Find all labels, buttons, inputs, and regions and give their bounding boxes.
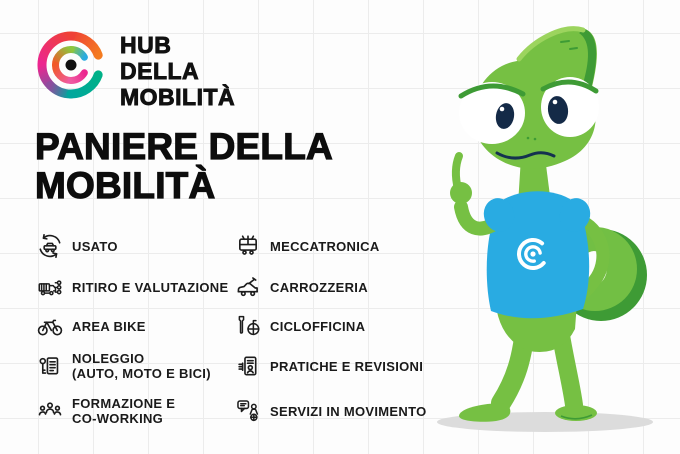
service-item-ciclofficina: [233, 308, 463, 344]
rental-key-contract-icon: [35, 351, 65, 381]
services-list: [35, 225, 463, 434]
bicycle-icon: [35, 311, 65, 341]
service-item-carrozzeria: [233, 267, 463, 308]
service-label: MECCATRONICA: [270, 238, 380, 254]
brand-word-1: HUB: [120, 32, 172, 58]
page-title-line-2: MOBILITÀ: [35, 165, 216, 206]
brand-wordmark: [120, 32, 235, 110]
service-label: SERVIZI IN MOVIMENTO: [270, 403, 427, 419]
used-car-exchange-icon: [35, 231, 65, 261]
service-label: CARROZZERIA: [270, 280, 368, 295]
service-item-area-bike: [35, 308, 233, 344]
service-item-usato: [35, 225, 233, 267]
service-label: PRATICHE E REVISIONI: [270, 358, 424, 374]
service-label: FORMAZIONE E CO-WORKING: [72, 396, 176, 426]
documents-inspections-icon: [233, 351, 263, 381]
service-item-meccatronica: [233, 225, 463, 267]
service-label: RITIRO E VALUTAZIONE: [72, 280, 229, 295]
service-item-pratiche-revisioni: [233, 344, 463, 388]
page-title-line-1: PANIERE DELLA: [35, 126, 333, 167]
brand-word-3: MOBILITÀ: [120, 84, 236, 110]
service-item-noleggio: [35, 344, 233, 388]
service-item-ritiro-valutazione: [35, 267, 233, 308]
bike-workshop-wrench-icon: [233, 311, 263, 341]
coworking-people-icon: [35, 396, 65, 426]
brand-header: [37, 31, 235, 110]
service-label: USATO: [72, 238, 118, 254]
pickup-valuation-truck-icon: [35, 273, 65, 303]
service-label: CICLOFFICINA: [270, 318, 366, 334]
mobile-services-courier-icon: [233, 396, 263, 426]
service-label: NOLEGGIO (AUTO, MOTO E BICI): [72, 351, 211, 381]
mechatronics-vehicle-icon: [233, 231, 263, 261]
chameleon-mascot: [433, 8, 663, 440]
page-title: [35, 127, 333, 205]
hub-mobility-ring-icon: [37, 31, 105, 99]
service-item-formazione-coworking: [35, 388, 233, 434]
service-item-servizi-in-movimento: [233, 388, 463, 434]
car-body-repair-icon: [233, 273, 263, 303]
brand-word-2: DELLA: [120, 58, 200, 84]
service-label: AREA BIKE: [72, 318, 146, 334]
